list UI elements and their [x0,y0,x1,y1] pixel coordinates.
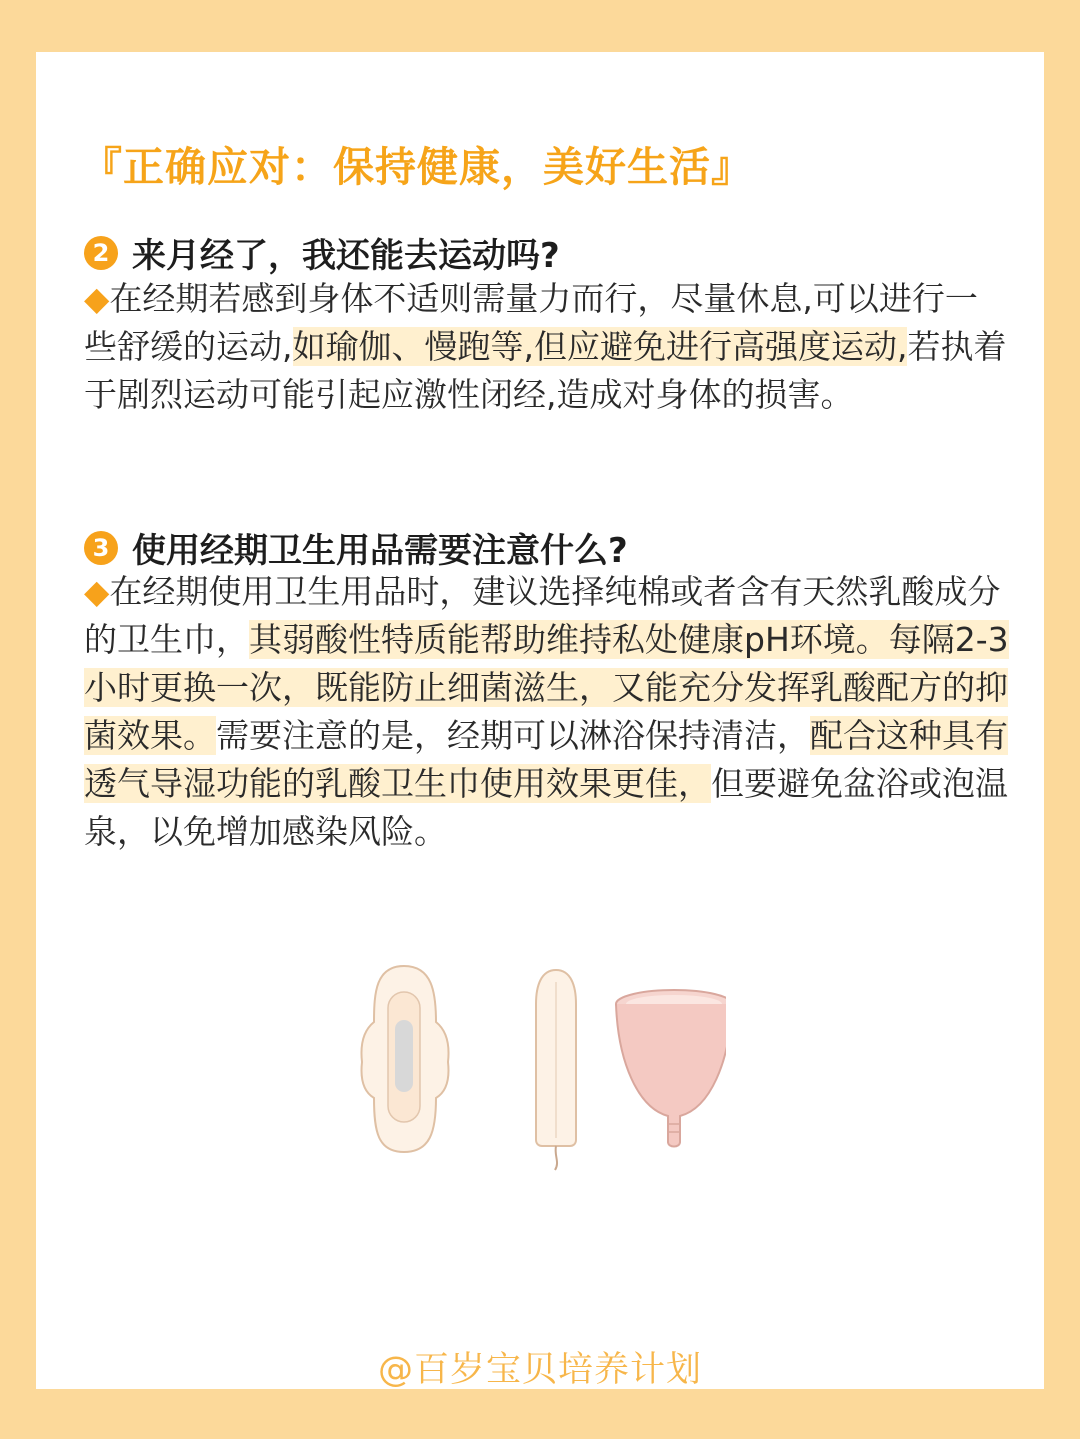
author-handle: @百岁宝贝培养计划 [377,1350,702,1390]
diamond-bullet-icon: ◆ [84,279,110,318]
highlighted-text: 如瑜伽、慢跑等,但应避免进行高强度运动, [292,327,908,366]
sanitary-pad-icon [362,966,449,1152]
question-text-2: 来月经了，我还能去运动吗? [132,236,560,276]
answer-text: 在经期使用卫生用品时，建议选择纯棉或者含有天然乳酸成分的卫生巾， [84,572,1001,659]
content-card [36,52,1044,1389]
question-text-3: 使用经期卫生用品需要注意什么? [132,531,628,571]
menstrual-cup-icon [616,990,726,1147]
number-badge-2: 2 [84,236,118,270]
answer-text: 但要避免盆浴或泡温泉，以免增加感染风险。 [84,764,1008,851]
number-badge-3: 3 [84,531,118,565]
page-title: 『正确应对：保持健康，美好生活』 [81,143,753,191]
diamond-bullet-icon: ◆ [84,572,110,611]
answer-paragraph-3 [84,568,1009,856]
hygiene-products-illustration [356,952,726,1172]
highlighted-text: 其弱酸性特质能帮助维持私处健康pH环境。每隔2-3小时更换一次，既能防止细菌滋生，又能充分发挥乳酸配方的抑菌效果。 [84,620,1009,755]
tampon-icon [536,970,576,1170]
highlighted-text: 配合这种具有透气导湿功能的乳酸卫生巾使用效果更佳， [84,716,1008,803]
question-heading-3 [84,523,628,572]
answer-paragraph-2 [84,275,1009,419]
answer-text: 需要注意的是，经期可以淋浴保持清洁， [216,716,810,755]
question-heading-2 [84,228,560,277]
answer-text: 若执着于剧烈运动可能引起应激性闭经,造成对身体的损害。 [84,327,1007,414]
answer-text: 在经期若感到身体不适则需量力而行，尽量休息,可以进行一些舒缓的运动, [84,279,978,366]
